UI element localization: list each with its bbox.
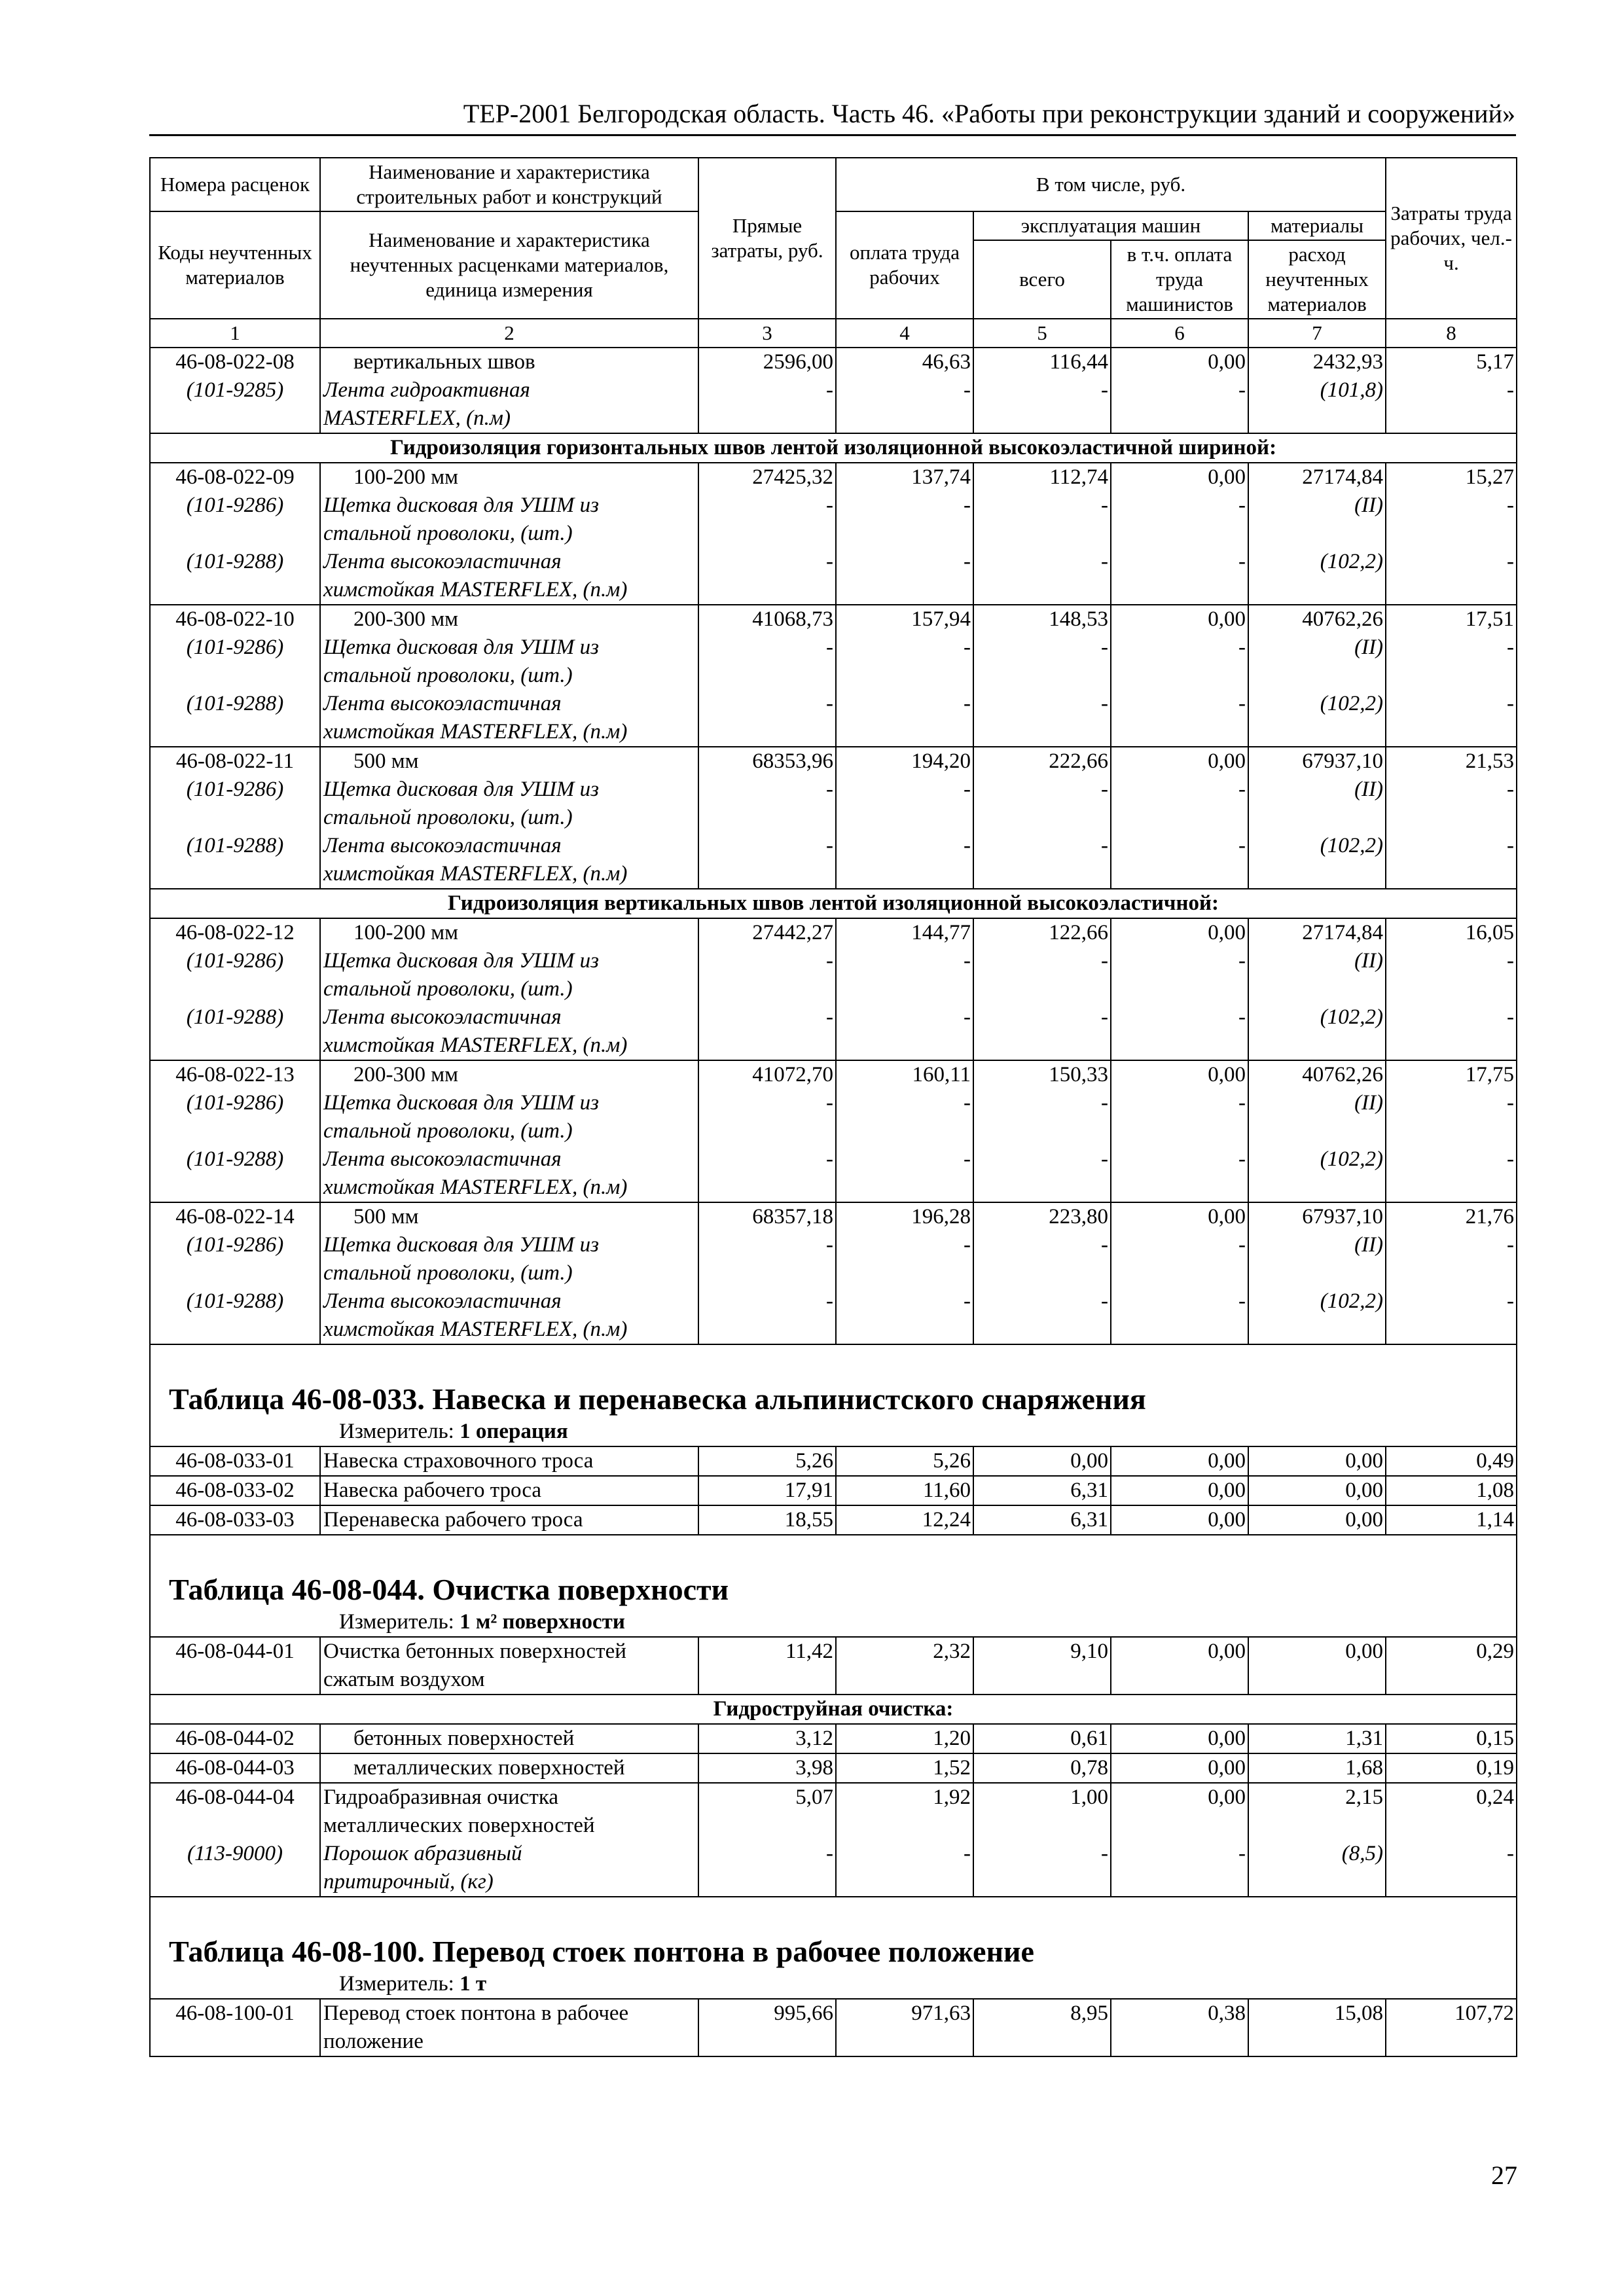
work-name: вертикальных швов — [320, 348, 698, 376]
material-row: (101-9286) Щетка дисковая для УШМ из - - - - (II) - — [150, 776, 1517, 804]
col-number: 2 — [320, 319, 698, 348]
measure-unit: Измеритель: 1 м² поверхности — [150, 1608, 1517, 1637]
table-row: 46-08-033-03 Перенавеска рабочего троса 18,55 12,24 6,31 0,00 0,00 1,14 — [150, 1505, 1517, 1535]
col-header-material-codes: Коды неучтенных материалов — [150, 211, 320, 319]
material-row: (101-9286) Щетка дисковая для УШМ из - - - - (II) - — [150, 1231, 1517, 1259]
col-header-material-name: Наименование и характеристика неучтенных расценками материалов, единица измерения — [320, 211, 698, 319]
table-row: 46-08-022-10 200-300 мм 41068,73 157,94 148,53 0,00 40762,26 17,51 — [150, 605, 1517, 634]
rate-code: 46-08-022-08 — [150, 348, 320, 376]
rate-code: 46-08-022-09 — [150, 463, 320, 492]
worker-pay: 137,74 — [836, 463, 973, 492]
measure-unit: Измеритель: 1 операция — [150, 1418, 1517, 1446]
work-name: 500 мм — [320, 1202, 698, 1231]
table-row: 46-08-100-01 Перевод стоек понтона в рабочее 995,66 971,63 8,95 0,38 15,08 107,72 — [150, 1999, 1517, 2028]
table-header-row — [150, 158, 1517, 211]
material-qty: (II) — [1248, 492, 1386, 520]
material-name-cont: MASTERFLEX, (п.м) — [320, 404, 698, 433]
machines-total: 116,44 — [973, 348, 1111, 376]
col-header-machinist-pay: в т.ч. оплата труда машинистов — [1111, 240, 1248, 319]
dash: - — [836, 376, 973, 404]
col-header-including: В том числе, руб. — [836, 158, 1386, 211]
table-title: Таблица 46-08-033. Навеска и перенавеска альпинистского снаряжения — [150, 1344, 1517, 1418]
rate-code: 46-08-022-14 — [150, 1202, 320, 1231]
table-row: 46-08-022-11 500 мм 68353,96 194,20 222,66 0,00 67937,10 21,53 — [150, 747, 1517, 776]
col-number: 8 — [1386, 319, 1517, 348]
machines-total: 112,74 — [973, 463, 1111, 492]
dash: - — [698, 376, 836, 404]
col-header-materials: материалы — [1248, 211, 1386, 240]
dash: - — [1111, 376, 1248, 404]
materials-value: 2432,93 — [1248, 348, 1386, 376]
table-row: 46-08-022-12 100-200 мм 27442,27 144,77 122,66 0,00 27174,84 16,05 — [150, 918, 1517, 947]
col-number: 3 — [698, 319, 836, 348]
col-header-work-name: Наименование и характеристика строительных работ и конструкций — [320, 158, 698, 211]
col-number: 6 — [1111, 319, 1248, 348]
page-header-title: ТЕР-2001 Белгородская область. Часть 46. «Работы при реконструкции зданий и сооружений» — [463, 99, 1515, 128]
section-heading: Гидроизоляция горизонтальных швов лентой изоляционной высокоэластичной шириной: — [150, 433, 1517, 463]
col-header-machines-total: всего — [973, 240, 1111, 319]
material-row: (113-9000) Порошок абразивный - - - - (8,5) - — [150, 1840, 1517, 1868]
rate-code: 46-08-022-13 — [150, 1060, 320, 1089]
direct-costs: 27425,32 — [698, 463, 836, 492]
table-title: Таблица 46-08-044. Очистка поверхности — [150, 1535, 1517, 1608]
material-qty: (101,8) — [1248, 376, 1386, 404]
col-header-rate-numbers: Номера расценок — [150, 158, 320, 211]
table-row: 46-08-033-01 Навеска страховочного троса 5,26 5,26 0,00 0,00 0,00 0,49 — [150, 1446, 1517, 1476]
material-name: Щетка дисковая для УШМ из — [320, 492, 698, 520]
machinist-pay: 0,00 — [1111, 348, 1248, 376]
labor-value: 15,27 — [1386, 463, 1517, 492]
material-qty: (102,2) — [1248, 548, 1386, 576]
section-heading: Гидроструйная очистка: — [150, 1695, 1517, 1724]
col-number: 4 — [836, 319, 973, 348]
col-number: 5 — [973, 319, 1111, 348]
table-row: 46-08-044-04 Гидроабразивная очистка 5,07 1,92 1,00 0,00 2,15 0,24 — [150, 1783, 1517, 1812]
machinist-pay: 0,00 — [1111, 463, 1248, 492]
worker-pay: 46,63 — [836, 348, 973, 376]
work-name: 200-300 мм — [320, 1060, 698, 1089]
column-number-row — [150, 319, 1517, 348]
material-row: (101-9288) Лента высокоэластичная - - - - (102,2) - — [150, 690, 1517, 718]
table-title: Таблица 46-08-100. Перевод стоек понтона в рабочее положение — [150, 1897, 1517, 1970]
header-rule — [149, 134, 1516, 136]
direct-costs: 2596,00 — [698, 348, 836, 376]
col-header-worker-pay: оплата труда рабочих — [836, 211, 973, 319]
work-name: 200-300 мм — [320, 605, 698, 634]
table-row: 46-08-022-14 500 мм 68357,18 196,28 223,80 0,00 67937,10 21,76 — [150, 1202, 1517, 1231]
material-row: (101-9286) Щетка дисковая для УШМ из - - - - (II) - — [150, 492, 1517, 520]
col-number: 7 — [1248, 319, 1386, 348]
col-header-machines: эксплуатация машин — [973, 211, 1248, 240]
rate-code: 46-08-022-10 — [150, 605, 320, 634]
labor-value: 5,17 — [1386, 348, 1517, 376]
material-code: (101-9285) — [150, 376, 320, 404]
material-row: (101-9286) Щетка дисковая для УШМ из - - - - (II) - — [150, 634, 1517, 662]
table-row: 46-08-022-13 200-300 мм 41072,70 160,11 150,33 0,00 40762,26 17,75 — [150, 1060, 1517, 1089]
material-row: (101-9286) Щетка дисковая для УШМ из - - - - (II) - — [150, 1089, 1517, 1117]
table-row: 46-08-044-01 Очистка бетонных поверхностей 11,42 2,32 9,10 0,00 0,00 0,29 — [150, 1637, 1517, 1666]
table-row: 46-08-044-03 металлических поверхностей 3,98 1,52 0,78 0,00 1,68 0,19 — [150, 1753, 1517, 1783]
col-header-labor: Затраты труда рабочих, чел.-ч. — [1386, 158, 1517, 319]
work-name: 100-200 мм — [320, 918, 698, 947]
material-row: (101-9288) Лента высокоэластичная - - - - (102,2) - — [150, 832, 1517, 860]
materials-value: 27174,84 — [1248, 463, 1386, 492]
material-row: (101-9288) Лента высокоэластичная - - - - (102,2) - — [150, 1145, 1517, 1174]
material-name: Лента высокоэластичная — [320, 548, 698, 576]
rate-code: 46-08-022-12 — [150, 918, 320, 947]
material-name: Лента гидроактивная — [320, 376, 698, 404]
material-row: (101-9286) Щетка дисковая для УШМ из - - - - (II) - — [150, 947, 1517, 975]
table-row — [150, 348, 1517, 376]
material-row: (101-9288) Лента высокоэластичная - - - - (102,2) - — [150, 1287, 1517, 1316]
col-header-material-consumption: расход неучтенных материалов — [1248, 240, 1386, 319]
material-row: (101-9288) Лента высокоэластичная - - - - (102,2) - — [150, 1003, 1517, 1031]
measure-unit: Измеритель: 1 т — [150, 1970, 1517, 1999]
col-number: 1 — [150, 319, 320, 348]
work-name: 100-200 мм — [320, 463, 698, 492]
table-row — [150, 463, 1517, 492]
table-row: 46-08-044-02 бетонных поверхностей 3,12 1,20 0,61 0,00 1,31 0,15 — [150, 1724, 1517, 1753]
price-table: Номера расценок Наименование и характеристика строительных работ и конструкций Прямые затраты, руб. В том числе, руб. Затраты труда рабочих, чел.-ч. Коды неучтенных материалов Наименование и характеристика неучтенных расценками материалов, единица измерения оплата труда рабочих эксплуатация машин материалы всего в т.ч. оплата труда машинистов расход неучтенных материалов 1 2 3 4 5 6 7 8 46-08-022-08 вертикальных швов 2596,00 46,63 116,44 0,00 2432,93 5,17 (101-9285) Лента гидроактивная - - - - (101,8) - MASTERFLEX, (п.м) Гидроизоляция горизонтальных швов лентой изоляционной высокоэластичной шириной: 46-08-022-09 100-200 мм 27425,32 137,74 112,74 0,00 27174,84 15,27 (101-9286) Щетка дисковая для УШМ из - - - - (II) - стальной проволоки, (шт.) (101-9288) Лента высокоэластичная - - - - (102,2) - химстойкая MASTERFLEX, (п.м) 46-08-022-10 200-300 мм 41068,73 157,94 148,53 0,00 40762,26 17,51 (101-9286) Щетка дисковая для УШМ из - - - - (II) - стальной проволоки, (шт.) (101-9288) Лента высокоэластичная - - - - (102,2) - химстойкая MASTERFLEX, (п.м) 46-08-022-11 500 мм 68353,96 194,20 222,66 0,00 67937,10 21,53 (101-9286) Щетка дисковая для УШМ из - - - - (II) - стальной проволоки, (шт.) (101-9288) Лента высокоэластичная - - - - (102,2) - химстойкая MASTERFLEX, (п.м) Гидроизоляция вертикальных швов лентой изоляционной высокоэластичной: 46-08-022-12 100-200 мм 27442,27 144,77 122,66 0,00 27174,84 16,05 (101-9286) Щетка дисковая для УШМ из - - - - (II) - стальной проволоки, (шт.) (101-9288) Лента высокоэластичная - - - - (102,2) - химстойкая MASTERFLEX, (п.м) 46-08-022-13 200-300 мм 41072,70 160,11 150,33 0,00 40762,26 17,75 (101-9286) Щетка дисковая для УШМ из - - - - (II) - стальной проволоки, (шт.) (101-9288) Лента высокоэластичная - - - - (102,2) - химстойкая MASTERFLEX, (п.м) 46-08-022-14 500 мм 68357,18 196,28 223,80 0,00 67937,10 21,76 (101-9286) Щетка дисковая для УШМ из - - - - (II) - стальной проволоки, (шт.) (101-9288) Лента высокоэластичная - - - - (102,2) - химстойкая MASTERFLEX, (п.м) Таблица 46-08-033. Навеска и перенавеска альпинистского снаряжения Измеритель: 1 операция 46-08-033-01 Навеска страховочного троса 5,26 5,26 0,00 0,00 0,00 0,49 46-08-033-02 Навеска рабочего троса 17,91 11,60 6,31 0,00 0,00 1,08 46-08-033-03 Перенавеска рабочего троса 18,55 12,24 6,31 0,00 0,00 1,14 Таблица 46-08-044. Очистка поверхности Измеритель: 1 м² поверхности 46-08-044-01 Очистка бетонных поверхностей 11,42 2,32 9,10 0,00 0,00 0,29 сжатым воздухом Гидроструйная очистка: 46-08-044-02 бетонных поверхностей 3,12 1,20 0,61 0,00 1,31 0,15 46-08-044-03 металлических поверхностей 3,98 1,52 0,78 0,00 1,68 0,19 46-08-044-04 Гидроабразивная очистка 5,07 1,92 1,00 0,00 2,15 0,24 металлических поверхностей (113-9000) Порошок абразивный - - - - (8,5) - притирочный, (кг) Таблица 46-08-100. Перевод стоек понтона в рабочее положение Измеритель: 1 т 46-08-100-01 Перевод стоек понтона в рабочее 995,66 971,63 8,95 0,38 15,08 107,72 положение — [149, 157, 1517, 2057]
col-header-direct-costs: Прямые затраты, руб. — [698, 158, 836, 319]
table-row: 46-08-033-02 Навеска рабочего троса 17,91 11,60 6,31 0,00 0,00 1,08 — [150, 1476, 1517, 1505]
dash: - — [973, 376, 1111, 404]
work-name: 500 мм — [320, 747, 698, 776]
dash: - — [1386, 376, 1517, 404]
material-row: (101-9288) Лента высокоэластичная - - - - (102,2) - — [150, 548, 1517, 576]
material-code: (101-9288) — [150, 548, 320, 576]
rate-code: 46-08-022-11 — [150, 747, 320, 776]
page-number: 27 — [1491, 2161, 1517, 2190]
section-heading: Гидроизоляция вертикальных швов лентой изоляционной высокоэластичной: — [150, 889, 1517, 918]
material-code: (101-9286) — [150, 492, 320, 520]
material-row — [150, 376, 1517, 404]
